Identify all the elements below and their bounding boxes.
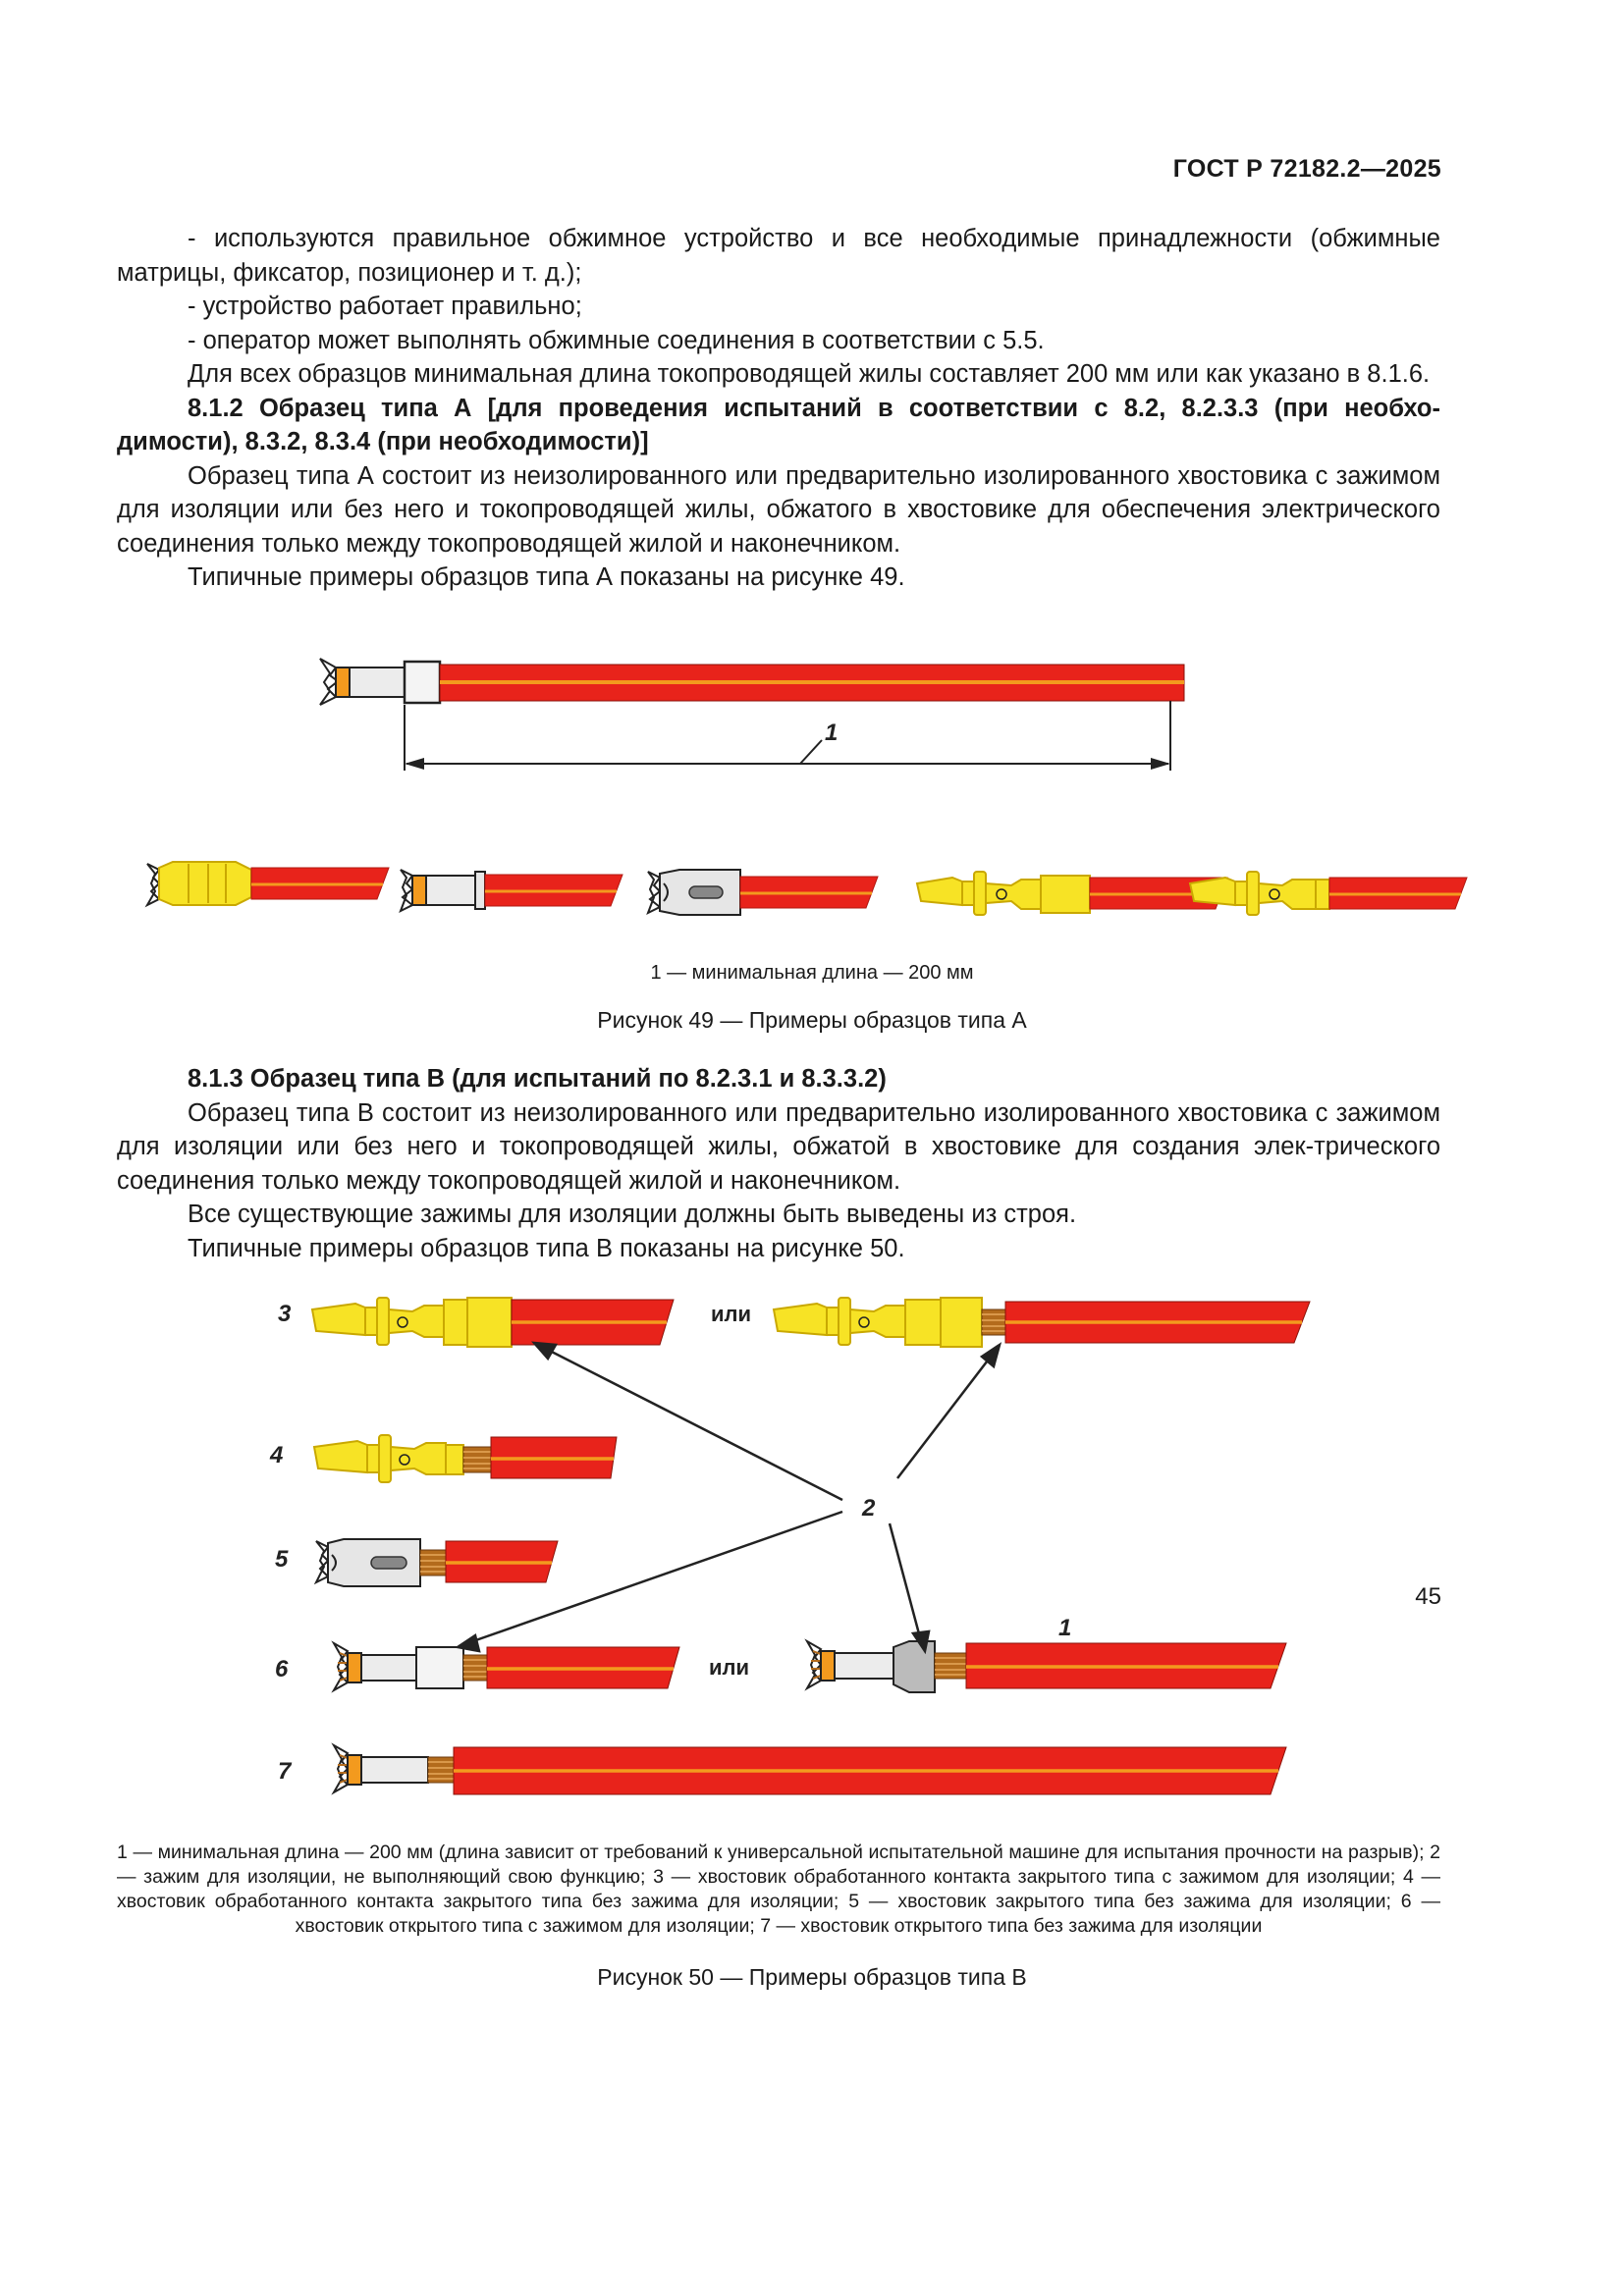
sample-a-2 (401, 870, 623, 911)
section-813-heading: 8.1.3 Образец типа В (для испытаний по 8.2.3.1 и 8.3.3.2) (188, 1065, 887, 1093)
or-label-a: или (711, 1302, 752, 1326)
intro-item-3: - оператор может выполнять обжимные соединения в соответствии с 5.5. (188, 326, 1045, 354)
section-813-paragraph: Образец типа В состоит из неизолированного или предварительно изолированного хвостовика с зажимом для изоляции или без него и токопроводящей жилы, обжатой в хвостовике для создания элек-трического соединения только между токопроводящей жилой и наконечником. (117, 1098, 1440, 1195)
sample-a-3 (648, 870, 878, 915)
figure-49-caption: Рисунок 49 — Примеры образцов типа А (597, 1007, 1027, 1033)
section-813-block (117, 1062, 1440, 1265)
sample-6-right (807, 1641, 1286, 1692)
section-813-figure-ref: Типичные примеры образцов типа В показаны на рисунке 50. (188, 1234, 905, 1262)
pointer-arrows (458, 1343, 1000, 1651)
figure-49-legend: 1 — минимальная длина — 200 мм (650, 962, 974, 984)
label-6: 6 (275, 1656, 289, 1682)
figure-50-legend: 1 — минимальная длина — 200 мм (длина зависит от требований к универсальной испытательной машине для испытания прочности на разрыв); 2 — зажим для изоляции, не выполняющий свою функцию; 3 — хвостовик обработанного контакта закрытого типа с зажимом для изоляции; 4 — хвостовик обработанного контакта закрытого типа без зажима для изоляции; 5 — хвостовик закрытого типа без зажима для изоляции; 6 — хвостовик открытого типа с зажимом для изоляции; 7 — хвостовик открытого типа без зажима для изоляции (117, 1842, 1440, 1937)
sample-a-1 (147, 862, 389, 905)
intro-block (117, 222, 1440, 595)
min-length-note: Для всех образцов минимальная длина токопроводящей жилы составляет 200 мм или как указано в 8.1.6. (188, 360, 1431, 388)
sample-a-4 (917, 872, 1227, 915)
label-7: 7 (278, 1758, 292, 1785)
sample-a-long (320, 659, 1184, 705)
section-812-figure-ref: Типичные примеры образцов типа А показаны на рисунке 49. (188, 563, 905, 591)
sample-5 (316, 1539, 558, 1586)
sample-7 (334, 1745, 1286, 1794)
standard-id: ГОСТ Р 72182.2—2025 (1172, 155, 1441, 183)
sample-3-right (774, 1298, 1310, 1347)
section-812-heading: 8.1.2 Образец типа А [для проведения испытаний в соответствии с 8.2, 8.2.3.3 (при необхо-димости), 8.3.2, 8.3.4 (при необходимости)] (117, 394, 1440, 455)
intro-item-2: - устройство работает правильно; (188, 293, 582, 320)
label-2: 2 (862, 1495, 876, 1522)
label-3: 3 (278, 1301, 292, 1327)
section-813-disable-note: Все существующие зажимы для изоляции должны быть выведены из строя. (188, 1201, 1077, 1228)
label-4: 4 (270, 1442, 284, 1468)
figure-50-drawing (0, 1276, 1624, 1826)
intro-item-1: - используются правильное обжимное устройство и все необходимые принадлежности (обжимные матрицы, фиксатор, позиционер и т. д.); (117, 225, 1440, 287)
sample-3-left (312, 1298, 674, 1347)
page-number: 45 (1415, 1583, 1441, 1610)
sample-6-left (334, 1643, 679, 1690)
sample-4 (314, 1435, 617, 1482)
label-5: 5 (275, 1546, 289, 1573)
callout-1: 1 (825, 720, 839, 746)
dimension-line-200mm (405, 701, 1170, 771)
or-label-b: или (709, 1655, 750, 1680)
sample-a-5 (1190, 872, 1467, 915)
figure-50-caption: Рисунок 50 — Примеры образцов типа В (597, 1964, 1027, 1990)
section-812-paragraph: Образец типа А состоит из неизолированного или предварительно изолированного хвостовика с зажимом для изоляции или без него и токопроводящей жилы, обжатого в хвостовике для обеспечения электрического соединения только между токопроводящей жилой и наконечником. (117, 461, 1440, 558)
label-1: 1 (1058, 1615, 1072, 1641)
figure-49-drawing (0, 638, 1624, 1060)
